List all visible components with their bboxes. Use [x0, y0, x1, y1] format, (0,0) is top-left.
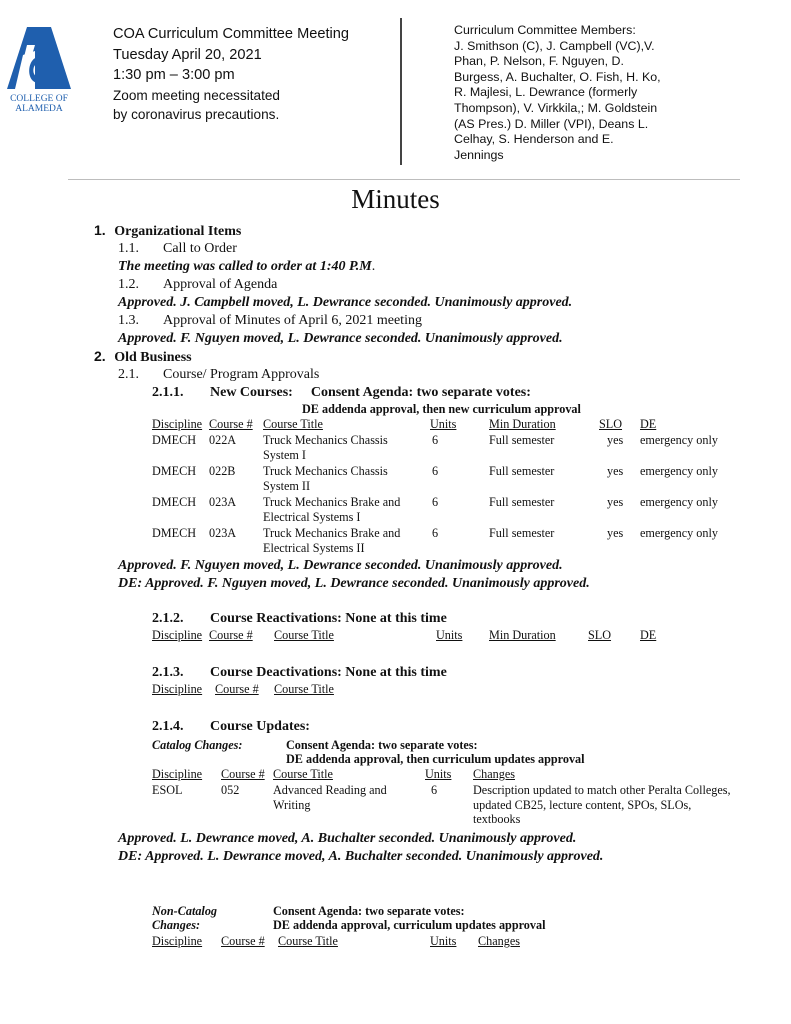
meeting-note-line1: Zoom meeting necessitated	[113, 87, 280, 103]
logo-text-line2: ALAMEDA	[15, 104, 63, 114]
column-header: Units	[430, 417, 457, 431]
column-header: SLO	[588, 628, 612, 642]
cell-min-duration: Full semester	[489, 495, 555, 509]
cell-course-number: 023A	[209, 526, 237, 540]
logo-text-line1: COLLEGE OF	[10, 94, 68, 104]
catalog-consent-agenda: Consent Agenda: two separate votes:	[286, 738, 478, 752]
members-line: R. Majlesi, L. Dewrance (formerly	[454, 85, 638, 100]
item-label: Call to Order	[163, 241, 237, 256]
cell-course-title-cont: Writing	[273, 797, 311, 812]
column-header: Changes	[478, 934, 520, 948]
cell-slo: yes	[607, 464, 624, 478]
cell-de: emergency only	[640, 495, 718, 509]
column-header: Units	[436, 628, 463, 642]
column-header: SLO	[599, 417, 623, 431]
item-number: 1.1.	[118, 241, 139, 256]
column-header: DE	[640, 628, 657, 642]
column-header: Course Title	[263, 417, 323, 431]
column-header: Discipline	[152, 628, 203, 642]
column-header: Discipline	[152, 934, 203, 948]
cell-min-duration: Full semester	[489, 433, 555, 447]
meeting-time: 1:30 pm – 3:00 pm	[113, 67, 235, 83]
table-row	[152, 433, 742, 463]
cell-discipline: DMECH	[152, 526, 197, 540]
cell-units: 6	[432, 526, 439, 540]
section-title: Old Business	[114, 350, 192, 365]
subitem-number: 2.1.3.	[152, 665, 184, 680]
column-header: Min Duration	[489, 417, 556, 431]
column-header: Course #	[221, 934, 265, 948]
cell-course-number: 022B	[209, 464, 236, 478]
new-courses-result: Approved. F. Nguyen moved, L. Dewrance seconded. Unanimously approved.	[118, 558, 563, 573]
meeting-note-line2: by coronavirus precautions.	[113, 107, 280, 122]
cell-de: emergency only	[640, 464, 718, 478]
course-updates-heading	[152, 718, 310, 735]
catalog-vote-note: DE addenda approval, then curriculum updates approval	[286, 752, 585, 766]
cell-course-title-cont: System I	[263, 447, 306, 462]
column-header: DE	[640, 417, 657, 431]
deactivations-heading	[152, 664, 447, 681]
cell-slo: yes	[607, 495, 624, 509]
members-line: Burgess, A. Buchalter, O. Fish, H. Ko,	[454, 69, 661, 84]
item-number: 1.3.	[118, 313, 139, 328]
cell-course-title-cont: Electrical Systems II	[263, 540, 365, 555]
item-2-1	[118, 366, 319, 383]
table-row	[152, 495, 742, 525]
column-header: Course #	[215, 682, 259, 696]
subitem-label: Course Updates:	[210, 719, 310, 734]
section-number: 1.	[94, 222, 106, 238]
item-1-3	[118, 312, 422, 329]
section-number: 2.	[94, 348, 106, 364]
item-1-1-result	[118, 258, 375, 275]
item-1-3-result: Approved. F. Nguyen moved, L. Dewrance seconded. Unanimously approved.	[118, 331, 563, 346]
course-updates-de-result: DE: Approved. L. Dewrance moved, A. Buchalter seconded. Unanimously approved.	[118, 849, 604, 864]
cell-discipline: DMECH	[152, 464, 197, 478]
table-row	[152, 464, 742, 494]
new-courses-table	[152, 417, 742, 557]
item-label: Approval of Minutes of April 6, 2021 meeting	[163, 313, 422, 328]
item-1-1	[118, 240, 237, 257]
noncatalog-consent-agenda: Consent Agenda: two separate votes:	[273, 904, 465, 918]
section-2-heading	[94, 348, 192, 366]
meeting-date: Tuesday April 20, 2021	[113, 46, 262, 63]
column-header: Discipline	[152, 682, 203, 696]
consent-agenda-label: Consent Agenda: two separate votes:	[310, 385, 531, 400]
deactivations-table-header	[152, 682, 452, 698]
cell-course-number: 022A	[209, 433, 237, 447]
cell-slo: yes	[607, 433, 624, 447]
cell-changes-cont: updated CB25, lecture content, SPOs, SLOs,	[473, 797, 692, 812]
members-line: Jennings	[454, 147, 504, 162]
column-header: Discipline	[152, 417, 203, 431]
subitem-number: 2.1.1.	[152, 385, 184, 400]
table-header-row	[152, 767, 752, 782]
meeting-title: COA Curriculum Committee Meeting	[113, 26, 350, 42]
item-number: 1.2.	[118, 277, 139, 292]
cell-course-title: Truck Mechanics Chassis	[263, 433, 388, 447]
item-1-2-result: Approved. J. Campbell moved, L. Dewrance seconded. Unanimously approved.	[118, 295, 573, 310]
column-header: Discipline	[152, 767, 203, 781]
noncatalog-label-line1: Non-Catalog	[152, 904, 218, 918]
subitem-label: Course Deactivations: None at this time	[210, 665, 447, 680]
section-1-heading	[94, 222, 241, 240]
cell-course-title: Truck Mechanics Brake and	[263, 526, 401, 540]
cell-de: emergency only	[640, 433, 718, 447]
column-header: Units	[425, 767, 452, 781]
course-updates-result: Approved. L. Dewrance moved, A. Buchalter seconded. Unanimously approved.	[118, 831, 577, 846]
cell-course-number: 023A	[209, 495, 237, 509]
item-1-2	[118, 276, 277, 293]
cell-units: 6	[432, 433, 439, 447]
column-header: Course #	[209, 628, 253, 642]
subitem-number: 2.1.2.	[152, 611, 184, 626]
cell-course-title: Truck Mechanics Brake and	[263, 495, 401, 509]
reactivations-table-header	[152, 628, 672, 644]
document-title: Minutes	[351, 184, 440, 214]
members-line: Thompson), V. Virkkila,; M. Goldstein	[454, 100, 658, 115]
cell-units: 6	[432, 464, 439, 478]
cell-changes: Description updated to match other Peralta Colleges,	[473, 783, 731, 797]
table-row	[152, 783, 752, 827]
table-row	[152, 526, 742, 556]
column-header: Course #	[209, 417, 253, 431]
header-vertical-divider	[400, 18, 402, 165]
noncatalog-label-line2: Changes:	[152, 918, 201, 932]
members-line: J. Smithson (C), J. Campbell (VC),V.	[454, 38, 655, 53]
subitem-label: Course Reactivations: None at this time	[210, 611, 447, 626]
members-line: Curriculum Committee Members:	[454, 23, 636, 37]
column-header: Min Duration	[489, 628, 556, 642]
column-header: Course Title	[278, 934, 338, 948]
college-of-alameda-logo-icon	[5, 27, 73, 117]
section-title: Organizational Items	[114, 224, 242, 239]
result-text: The meeting was called to order at 1:40 P.M	[118, 259, 372, 274]
cell-discipline: DMECH	[152, 495, 197, 509]
column-header: Units	[430, 934, 457, 948]
cell-course-title: Truck Mechanics Chassis	[263, 464, 388, 478]
cell-course-number: 052	[221, 783, 240, 797]
cell-discipline: DMECH	[152, 433, 197, 447]
column-header: Course Title	[273, 767, 333, 781]
catalog-changes-label: Catalog Changes:	[152, 738, 243, 752]
cell-slo: yes	[607, 526, 624, 540]
members-line: Phan, P. Nelson, F. Nguyen, D.	[454, 54, 624, 69]
column-header: Course #	[221, 767, 265, 781]
column-header: Course Title	[274, 682, 334, 696]
cell-min-duration: Full semester	[489, 526, 555, 540]
cell-discipline: ESOL	[152, 783, 183, 797]
new-courses-de-result: DE: Approved. F. Nguyen moved, L. Dewrance seconded. Unanimously approved.	[118, 576, 590, 591]
result-period: .	[371, 259, 376, 274]
noncatalog-table-header	[152, 934, 552, 950]
cell-de: emergency only	[640, 526, 718, 540]
column-header: Changes	[473, 767, 515, 781]
header-horizontal-rule	[68, 179, 740, 180]
cell-course-title-cont: System II	[263, 478, 311, 493]
noncatalog-vote-note: DE addenda approval, curriculum updates approval	[273, 918, 546, 932]
new-courses-heading	[152, 384, 531, 401]
cell-course-title: Advanced Reading and	[273, 783, 387, 797]
cell-min-duration: Full semester	[489, 464, 555, 478]
college-logo	[5, 27, 73, 117]
new-courses-vote-note: DE addenda approval, then new curriculum approval	[302, 402, 581, 416]
table-header-row	[152, 417, 742, 432]
column-header: Course Title	[274, 628, 334, 642]
committee-members	[454, 23, 694, 163]
cell-units: 6	[431, 783, 438, 797]
subitem-label: New Courses:	[210, 385, 293, 400]
reactivations-heading	[152, 610, 447, 627]
subitem-number: 2.1.4.	[152, 719, 184, 734]
meeting-info	[113, 24, 349, 125]
item-number: 2.1.	[118, 367, 139, 382]
item-label: Approval of Agenda	[163, 277, 278, 292]
cell-changes-cont: textbooks	[473, 812, 521, 826]
members-line: Celhay, S. Henderson and E.	[454, 132, 614, 147]
cell-units: 6	[432, 495, 439, 509]
item-label: Course/ Program Approvals	[163, 367, 320, 382]
cell-course-title-cont: Electrical Systems I	[263, 509, 361, 524]
catalog-changes-table	[152, 767, 752, 827]
members-line: (AS Pres.) D. Miller (VPI), Deans L.	[454, 116, 649, 131]
